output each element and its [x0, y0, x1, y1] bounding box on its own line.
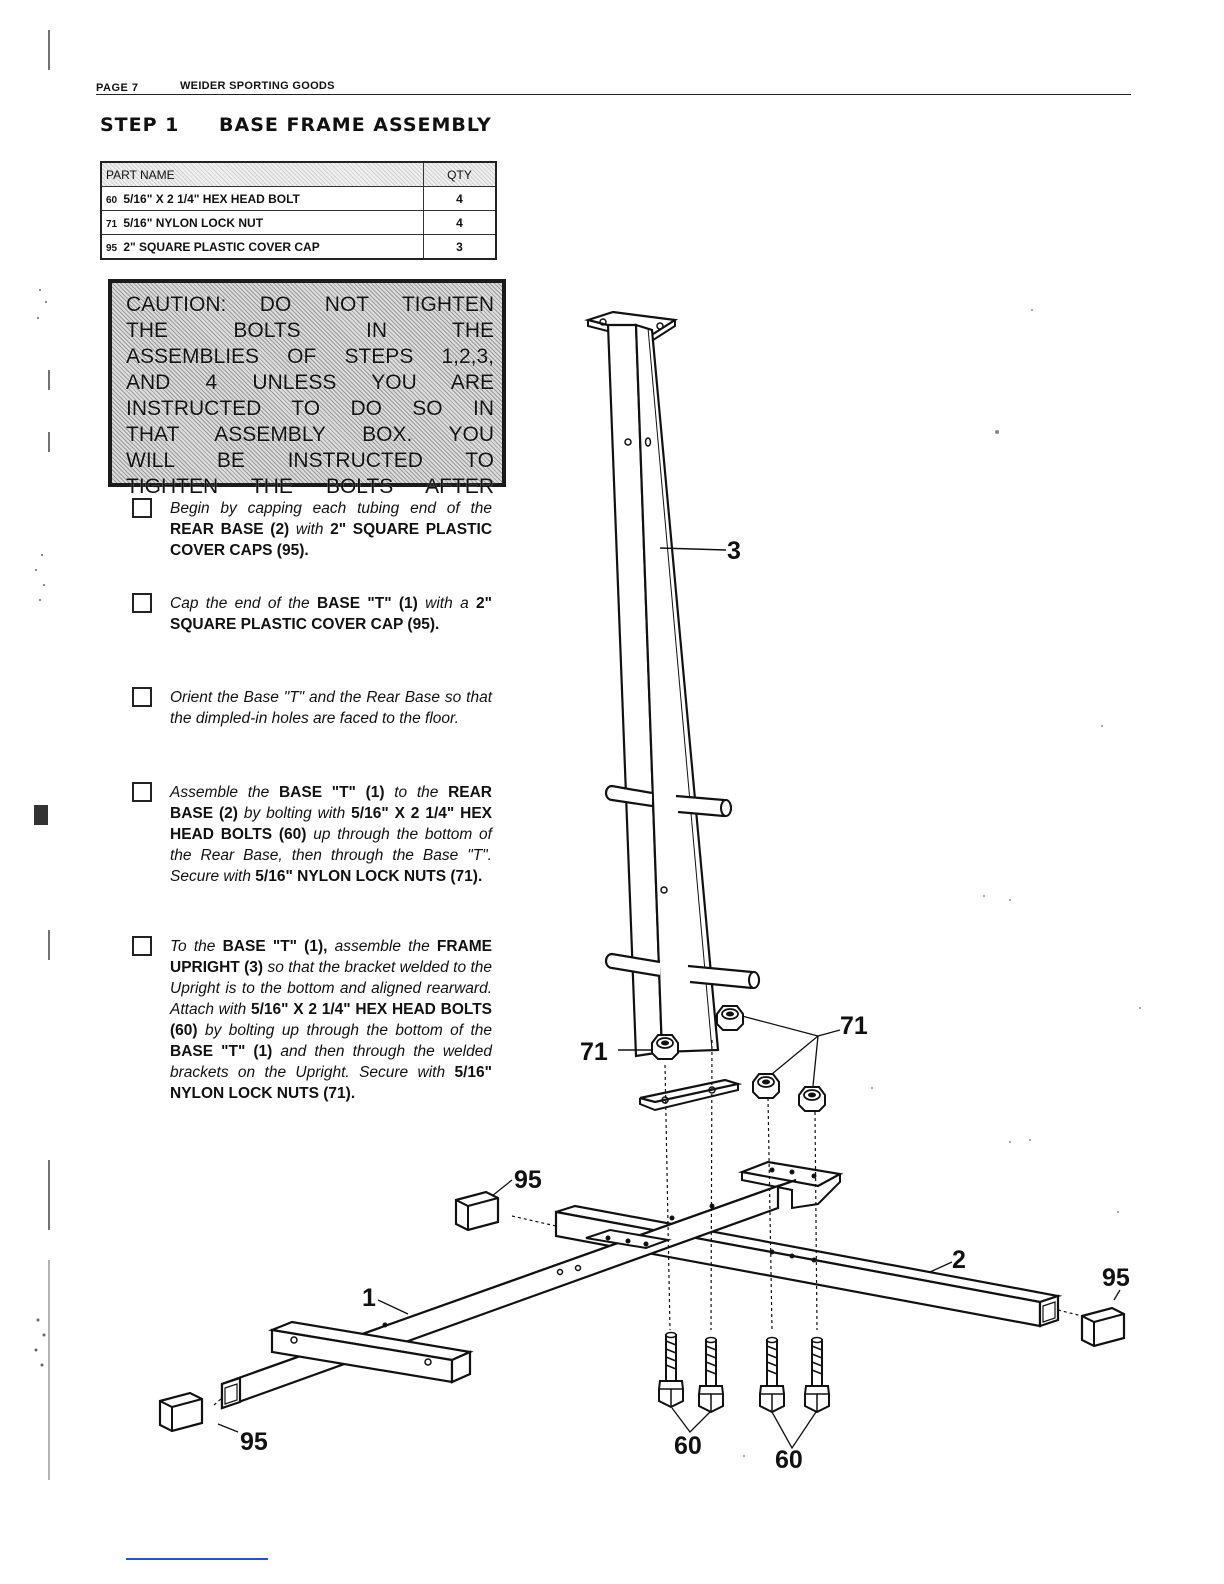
- callout-cap-right: 95: [1102, 1264, 1130, 1292]
- part-name: 2" SQUARE PLASTIC COVER CAP: [123, 239, 320, 254]
- callout-base-t: 1: [362, 1284, 376, 1312]
- part-qty: 4: [424, 211, 497, 235]
- callout-nut-right: 71: [840, 1012, 868, 1040]
- caution-line: ASSEMBLIES OF STEPS 1,2,3,: [126, 345, 494, 368]
- callout-upright: 3: [727, 537, 741, 565]
- nut-icon: [717, 1006, 743, 1030]
- bolt-icon: [760, 1338, 784, 1413]
- col-qty: QTY: [424, 162, 497, 187]
- cover-cap-icon: [160, 1393, 202, 1431]
- part-name: 5/16" NYLON LOCK NUT: [123, 215, 264, 230]
- bolt-icon: [699, 1338, 723, 1413]
- part-number: 95: [106, 242, 118, 254]
- bolt-icon: [805, 1338, 829, 1413]
- instruction-text: Assemble the BASE "T" (1) to the REAR BASE (2) by bolting with 5/16" X 2 1/4" HEX HEAD BOLTS (60) up through the bottom of the Rear Base, then through the Base "T". Secure with 5/16" NYLON LOCK NUTS (71).: [170, 784, 492, 885]
- part-number: 71: [106, 218, 118, 230]
- part-qty: 4: [424, 187, 497, 211]
- caution-line: AND 4 UNLESS YOU ARE: [126, 371, 494, 394]
- caution-line: INSTRUCTED TO DO SO IN: [126, 397, 494, 420]
- part-number: 60: [106, 194, 118, 206]
- caution-line: WILL BE INSTRUCTED TO: [126, 449, 494, 472]
- caution-line: THE BOLTS IN THE: [126, 319, 494, 342]
- frame-upright: [588, 312, 759, 1110]
- cover-cap-icon: [456, 1192, 498, 1230]
- callout-rear-base: 2: [952, 1246, 966, 1274]
- col-part-name: PART NAME: [101, 162, 424, 187]
- step-heading: BASE FRAME ASSEMBLY: [219, 114, 492, 136]
- bolt-icon: [659, 1333, 683, 1408]
- nut-icon: [652, 1035, 678, 1059]
- page-number: PAGE 7: [96, 82, 139, 94]
- company-name: WEIDER SPORTING GOODS: [180, 80, 335, 92]
- nut-icon: [753, 1074, 779, 1098]
- callout-cap-lower: 95: [240, 1428, 268, 1456]
- caution-line: THAT ASSEMBLY BOX. YOU: [126, 423, 494, 446]
- instruction-text: Cap the end of the BASE "T" (1) with a 2" SQUARE PLASTIC COVER CAP (95).: [170, 595, 493, 633]
- callout-bolts-right: 60: [775, 1446, 803, 1474]
- nut-icon: [799, 1087, 825, 1111]
- footer-link-underline[interactable]: [126, 1558, 268, 1560]
- instruction-text: To the BASE "T" (1), assemble the FRAME UPRIGHT (3) so that the bracket welded to the Upright is to the bottom and aligned rearward. Attach with 5/16" X 2 1/4" HEX HEAD BOLTS (60) by bolting up through the bottom of the BASE "T" (1) and then through the welded brackets on the Upright. Secure with 5/16" NYLON LOCK NUTS (71).: [170, 938, 493, 1102]
- instruction-text: Orient the Base "T" and the Rear Base so that the dimpled-in holes are faced to the floor.: [170, 689, 492, 727]
- caution-line: CAUTION: DO NOT TIGHTEN: [126, 293, 494, 316]
- part-name: 5/16" X 2 1/4" HEX HEAD BOLT: [123, 191, 300, 206]
- step-number: STEP 1: [100, 114, 180, 136]
- instruction-text: Begin by capping each tubing end of the REAR BASE (2) with 2" SQUARE PLASTIC COVER CAPS (95).: [170, 500, 493, 559]
- caution-line: TIGHTEN THE BOLTS AFTER: [126, 475, 494, 498]
- callout-bolts-left: 60: [674, 1432, 702, 1460]
- cover-cap-icon: [1082, 1308, 1124, 1346]
- callout-cap-upper: 95: [514, 1166, 542, 1194]
- callout-nut-left: 71: [580, 1038, 608, 1066]
- part-qty: 3: [424, 235, 497, 260]
